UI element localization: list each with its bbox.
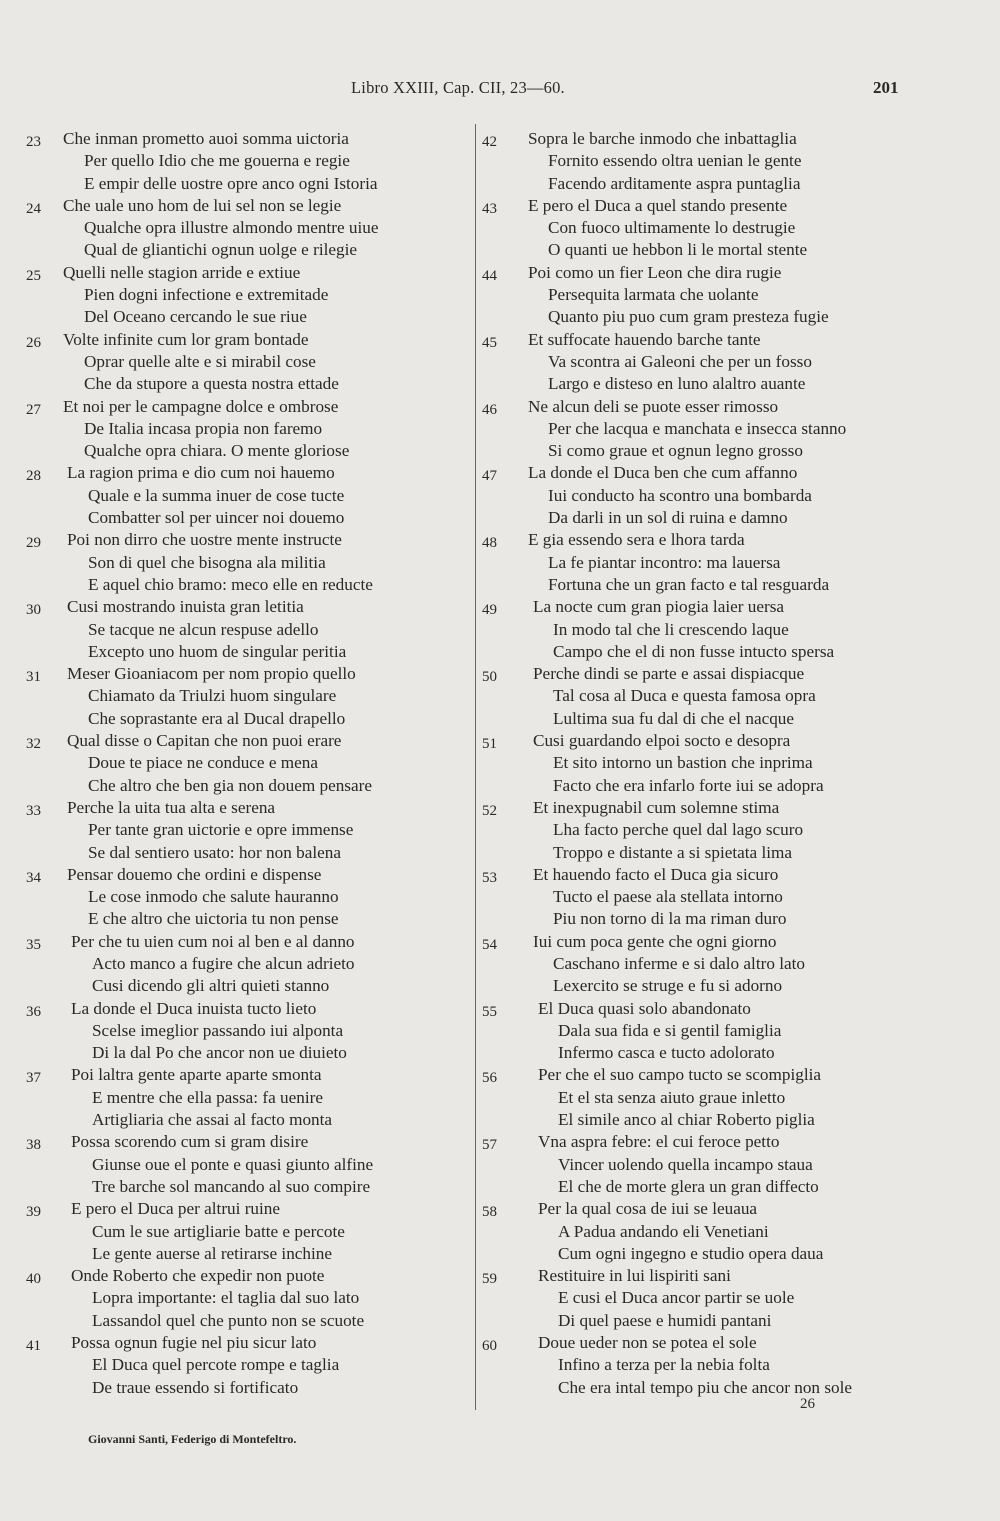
stanza bbox=[26, 529, 471, 596]
verse-line: Fornito essendo oltra uenian le gente bbox=[548, 151, 802, 171]
verse-line: Va scontra ai Galeoni che per un fosso bbox=[548, 351, 812, 371]
running-head: Libro XXIII, Cap. CII, 23—60. bbox=[351, 78, 565, 97]
verse-line: Qualche opra chiara. O mente gloriose bbox=[84, 441, 350, 461]
stanza-number: 38 bbox=[26, 1137, 41, 1154]
left-column bbox=[26, 128, 471, 1399]
stanza bbox=[26, 1332, 471, 1399]
verse-line: Iui conducto ha scontro una bombarda bbox=[548, 485, 812, 505]
stanza bbox=[482, 864, 932, 931]
verse-line: Combatter sol per uincer noi douemo bbox=[88, 508, 345, 528]
verse-line: Iui cum poca gente che ogni giorno bbox=[533, 931, 777, 951]
verse-line: La fe piantar incontro: ma lauersa bbox=[548, 552, 781, 572]
verse-line: Troppo e distante a si spietata lima bbox=[553, 842, 792, 862]
verse-line: Le cose inmodo che salute hauranno bbox=[88, 887, 339, 907]
stanza-number: 44 bbox=[482, 267, 497, 284]
verse-line: Onde Roberto che expedir non puote bbox=[71, 1266, 325, 1286]
stanza-number: 56 bbox=[482, 1070, 497, 1087]
stanza bbox=[26, 797, 471, 864]
stanza bbox=[482, 596, 932, 663]
stanza bbox=[482, 529, 932, 596]
verse-line: In modo tal che li crescendo laque bbox=[553, 619, 789, 639]
verse-line: Possa ognun fugie nel piu sicur lato bbox=[71, 1333, 317, 1353]
stanza-number: 46 bbox=[482, 401, 497, 418]
verse-line: Et sito intorno un bastion che inprima bbox=[553, 753, 813, 773]
verse-line: Del Oceano cercando le sue riue bbox=[84, 307, 307, 327]
page-number: 201 bbox=[873, 78, 899, 97]
stanza bbox=[482, 329, 932, 396]
verse-line: Se dal sentiero usato: hor non balena bbox=[88, 842, 341, 862]
stanza bbox=[26, 396, 471, 463]
column-divider bbox=[475, 124, 476, 1410]
stanza-number: 29 bbox=[26, 535, 41, 552]
stanza-number: 24 bbox=[26, 200, 41, 217]
verse-line: Et el sta senza aiuto graue inletto bbox=[558, 1087, 786, 1107]
stanza-number: 34 bbox=[26, 869, 41, 886]
stanza-number: 59 bbox=[482, 1271, 497, 1288]
stanza bbox=[26, 931, 471, 998]
verse-line: Acto manco a fugire che alcun adrieto bbox=[92, 953, 355, 973]
verse-line: Lexercito se struge e fu si adorno bbox=[553, 976, 783, 996]
stanza bbox=[26, 1064, 471, 1131]
verse-line: La nocte cum gran piogia laier uersa bbox=[533, 597, 785, 617]
stanza-number: 41 bbox=[26, 1338, 41, 1355]
verse-line: E pero el Duca per altrui ruine bbox=[71, 1199, 281, 1219]
verse-line: Pensar douemo che ordini e dispense bbox=[67, 864, 322, 884]
stanza bbox=[26, 462, 471, 529]
verse-line: Perche dindi se parte e assai dispiacque bbox=[533, 664, 805, 684]
stanza-number: 43 bbox=[482, 200, 497, 217]
stanza bbox=[26, 730, 471, 797]
verse-line: El Duca quasi solo abandonato bbox=[538, 998, 751, 1018]
stanza bbox=[482, 396, 932, 463]
verse-line: Possa scorendo cum si gram disire bbox=[71, 1132, 309, 1152]
verse-line: Meser Gioaniacom per nom propio quello bbox=[67, 664, 356, 684]
verse-line: Per tante gran uictorie e opre immense bbox=[88, 820, 354, 840]
verse-line: Piu non torno di la ma riman duro bbox=[553, 909, 787, 929]
verse-line: Et noi per le campagne dolce e ombrose bbox=[63, 396, 339, 416]
verse-line: Et inexpugnabil cum solemne stima bbox=[533, 797, 780, 817]
stanza-number: 55 bbox=[482, 1003, 497, 1020]
stanza bbox=[26, 663, 471, 730]
verse-line: E pero el Duca a quel stando presente bbox=[528, 195, 788, 215]
verse-line: E cusi el Duca ancor partir se uole bbox=[558, 1288, 795, 1308]
stanza-number: 31 bbox=[26, 669, 41, 686]
stanza bbox=[482, 663, 932, 730]
footer-author-line: Giovanni Santi, Federigo di Montefeltro. bbox=[88, 1432, 297, 1446]
stanza bbox=[26, 128, 471, 195]
verse-line: El simile anco al chiar Roberto piglia bbox=[558, 1110, 815, 1130]
verse-line: Excepto uno huom de singular peritia bbox=[88, 641, 347, 661]
verse-line: Facendo arditamente aspra puntaglia bbox=[548, 173, 801, 193]
verse-line: Infino a terza per la nebia folta bbox=[558, 1355, 770, 1375]
stanza bbox=[482, 195, 932, 262]
verse-line: Restituire in lui lispiriti sani bbox=[538, 1266, 731, 1286]
stanza-number: 25 bbox=[26, 267, 41, 284]
verse-line: Cusi mostrando inuista gran letitia bbox=[67, 597, 304, 617]
verse-line: Per che tu uien cum noi al ben e al danno bbox=[71, 931, 355, 951]
verse-line: Chiamato da Triulzi huom singulare bbox=[88, 686, 337, 706]
verse-line: E empir delle uostre opre anco ogni Istoria bbox=[84, 173, 378, 193]
verse-line: E che altro che uictoria tu non pense bbox=[88, 909, 339, 929]
page-header bbox=[0, 78, 1000, 102]
verse-line: Quelli nelle stagion arride e extiue bbox=[63, 262, 301, 282]
stanza-number: 36 bbox=[26, 1003, 41, 1020]
stanza-number: 27 bbox=[26, 401, 41, 418]
verse-line: Con fuoco ultimamente lo destrugie bbox=[548, 218, 796, 238]
stanza bbox=[482, 1198, 932, 1265]
verse-line: Scelse imeglior passando iui alponta bbox=[92, 1020, 344, 1040]
stanza-number: 57 bbox=[482, 1137, 497, 1154]
verse-line: Fortuna che un gran facto e tal resguarda bbox=[548, 574, 830, 594]
stanza bbox=[26, 195, 471, 262]
verse-line: Cum ogni ingegno e studio opera daua bbox=[558, 1243, 824, 1263]
stanza bbox=[482, 1131, 932, 1198]
verse-line: Che inman prometto auoi somma uictoria bbox=[63, 129, 349, 148]
verse-line: Caschano inferme e si dalo altro lato bbox=[553, 953, 805, 973]
stanza bbox=[482, 931, 932, 998]
verse-line: Doue te piace ne conduce e mena bbox=[88, 753, 319, 773]
stanza bbox=[482, 128, 932, 195]
stanza-number: 30 bbox=[26, 602, 41, 619]
verse-line: Lha facto perche quel dal lago scuro bbox=[553, 820, 804, 840]
stanza bbox=[482, 1064, 932, 1131]
verse-line: Tucto el paese ala stellata intorno bbox=[553, 887, 783, 907]
verse-line: E aquel chio bramo: meco elle en reducte bbox=[88, 574, 373, 594]
stanza bbox=[26, 1131, 471, 1198]
stanza-number: 58 bbox=[482, 1204, 497, 1221]
verse-line: Che soprastante era al Ducal drapello bbox=[88, 708, 346, 728]
verse-line: Son di quel che bisogna ala militia bbox=[88, 552, 326, 572]
verse-line: Campo che el di non fusse intucto spersa bbox=[553, 641, 835, 661]
verse-line: Ne alcun deli se puote esser rimosso bbox=[528, 396, 779, 416]
verse-line: Si como graue et ognun legno grosso bbox=[548, 441, 803, 461]
verse-line: E gia essendo sera e lhora tarda bbox=[528, 530, 745, 550]
verse-line: Facto che era infarlo forte iui se adopra bbox=[553, 775, 824, 795]
verse-line: Che era intal tempo piu che ancor non sole bbox=[558, 1377, 853, 1397]
verse-line: Tre barche sol mancando al suo compire bbox=[92, 1176, 371, 1196]
verse-line: A Padua andando eli Venetiani bbox=[558, 1221, 769, 1241]
verse-line: Artigliaria che assai al facto monta bbox=[92, 1110, 333, 1130]
verse-line: Le gente auerse al retirarse inchine bbox=[92, 1243, 333, 1263]
stanza bbox=[482, 262, 932, 329]
stanza-number: 35 bbox=[26, 936, 41, 953]
stanza-number: 52 bbox=[482, 802, 497, 819]
verse-line: Per che el suo campo tucto se scompiglia bbox=[538, 1065, 822, 1085]
stanza-number: 50 bbox=[482, 669, 497, 686]
verse-line: Sopra le barche inmodo che inbattaglia bbox=[528, 129, 797, 148]
verse-line: Di quel paese e humidi pantani bbox=[558, 1310, 772, 1330]
stanza-number: 48 bbox=[482, 535, 497, 552]
stanza-number: 51 bbox=[482, 736, 497, 753]
verse-line: De Italia incasa propia non faremo bbox=[84, 418, 323, 438]
stanza-number: 23 bbox=[26, 134, 41, 150]
verse-line: Dala sua fida e si gentil famiglia bbox=[558, 1020, 782, 1040]
stanza-number: 28 bbox=[26, 468, 41, 485]
verse-line: Qual de gliantichi ognun uolge e rilegie bbox=[84, 240, 358, 260]
stanza-number: 47 bbox=[482, 468, 497, 485]
stanza bbox=[26, 596, 471, 663]
right-column bbox=[482, 128, 932, 1399]
stanza bbox=[482, 1332, 932, 1399]
verse-line: Persequita larmata che uolante bbox=[548, 285, 759, 305]
verse-line: La donde el Duca ben che cum affanno bbox=[528, 463, 798, 483]
stanza bbox=[482, 797, 932, 864]
stanza-number: 49 bbox=[482, 602, 497, 619]
verse-line: Lassandol quel che punto non se scuote bbox=[92, 1310, 365, 1330]
verse-line: Per la qual cosa de iui se leuaua bbox=[538, 1199, 758, 1219]
stanza bbox=[26, 998, 471, 1065]
stanza bbox=[482, 730, 932, 797]
stanza-number: 53 bbox=[482, 869, 497, 886]
signature-mark: 26 bbox=[800, 1396, 815, 1412]
verse-line: Pien dogni infectione e extremitade bbox=[84, 285, 329, 305]
verse-line: Lultima sua fu dal di che el nacque bbox=[553, 708, 795, 728]
verse-line: Quale e la summa inuer de cose tucte bbox=[88, 485, 345, 505]
verse-line: Cusi guardando elpoi socto e desopra bbox=[533, 731, 791, 751]
verse-line: Che uale uno hom de lui sel non se legie bbox=[63, 195, 342, 215]
verse-line: La ragion prima e dio cum noi hauemo bbox=[67, 463, 335, 483]
stanza bbox=[26, 1265, 471, 1332]
verse-line: Quanto piu puo cum gram presteza fugie bbox=[548, 307, 829, 327]
verse-line: Per che lacqua e manchata e insecca stanno bbox=[548, 418, 847, 438]
verse-line: Lopra importante: el taglia dal suo lato bbox=[92, 1288, 360, 1308]
verse-line: La donde el Duca inuista tucto lieto bbox=[71, 998, 317, 1018]
verse-line: Giunse oue el ponte e quasi giunto alfine bbox=[92, 1154, 374, 1174]
verse-line: Poi non dirro che uostre mente instructe bbox=[67, 530, 342, 550]
verse-line: Et hauendo facto el Duca gia sicuro bbox=[533, 864, 779, 884]
stanza bbox=[482, 998, 932, 1065]
stanza-number: 45 bbox=[482, 334, 497, 351]
verse-line: Infermo casca e tucto adolorato bbox=[558, 1043, 775, 1063]
stanza-number: 32 bbox=[26, 736, 41, 753]
verse-line: O quanti ue hebbon li le mortal stente bbox=[548, 240, 808, 260]
verse-line: Largo e disteso en luno alaltro auante bbox=[548, 374, 806, 394]
verse-line: Et suffocate hauendo barche tante bbox=[528, 329, 761, 349]
stanza-number: 40 bbox=[26, 1271, 41, 1288]
verse-line: Che altro che ben gia non douem pensare bbox=[88, 775, 372, 795]
verse-line: Cum le sue artigliarie batte e percote bbox=[92, 1221, 345, 1241]
verse-line: Che da stupore a questa nostra ettade bbox=[84, 374, 339, 394]
stanza bbox=[482, 462, 932, 529]
stanza-number: 26 bbox=[26, 334, 41, 351]
verse-line: Oprar quelle alte e si mirabil cose bbox=[84, 351, 316, 371]
stanza-number: 54 bbox=[482, 936, 497, 953]
stanza bbox=[26, 1198, 471, 1265]
stanza-number: 60 bbox=[482, 1338, 497, 1355]
stanza-number: 37 bbox=[26, 1070, 41, 1087]
verse-line: Doue ueder non se potea el sole bbox=[538, 1333, 757, 1353]
verse-line: Volte infinite cum lor gram bontade bbox=[63, 329, 309, 349]
verse-line: De traue essendo si fortificato bbox=[92, 1377, 299, 1397]
verse-line: Poi como un fier Leon che dira rugie bbox=[528, 262, 782, 282]
stanza-number: 33 bbox=[26, 802, 41, 819]
verse-line: Perche la uita tua alta e serena bbox=[67, 797, 276, 817]
verse-line: Di la dal Po che ancor non ue diuieto bbox=[92, 1043, 347, 1063]
stanza bbox=[26, 262, 471, 329]
verse-line: Poi laltra gente aparte aparte smonta bbox=[71, 1065, 322, 1085]
verse-line: Per quello Idio che me gouerna e regie bbox=[84, 151, 350, 171]
verse-line: Tal cosa al Duca e questa famosa opra bbox=[553, 686, 816, 706]
stanza bbox=[26, 864, 471, 931]
verse-line: Qual disse o Capitan che non puoi erare bbox=[67, 731, 342, 751]
verse-line: El che de morte glera un gran diffecto bbox=[558, 1176, 819, 1196]
verse-line: Vincer uolendo quella incampo staua bbox=[558, 1154, 813, 1174]
verse-line: Qualche opra illustre almondo mentre uiue bbox=[84, 218, 379, 238]
verse-line: Cusi dicendo gli altri quieti stanno bbox=[92, 976, 330, 996]
stanza-number: 39 bbox=[26, 1204, 41, 1221]
verse-line: El Duca quel percote rompe e taglia bbox=[92, 1355, 340, 1375]
verse-line: Vna aspra febre: el cui feroce petto bbox=[538, 1132, 780, 1152]
stanza-number: 42 bbox=[482, 134, 497, 150]
verse-line: E mentre che ella passa: fa uenire bbox=[92, 1087, 323, 1107]
stanza bbox=[482, 1265, 932, 1332]
stanza bbox=[26, 329, 471, 396]
verse-line: Da darli in un sol di ruina e damno bbox=[548, 508, 788, 528]
verse-line: Se tacque ne alcun respuse adello bbox=[88, 619, 319, 639]
